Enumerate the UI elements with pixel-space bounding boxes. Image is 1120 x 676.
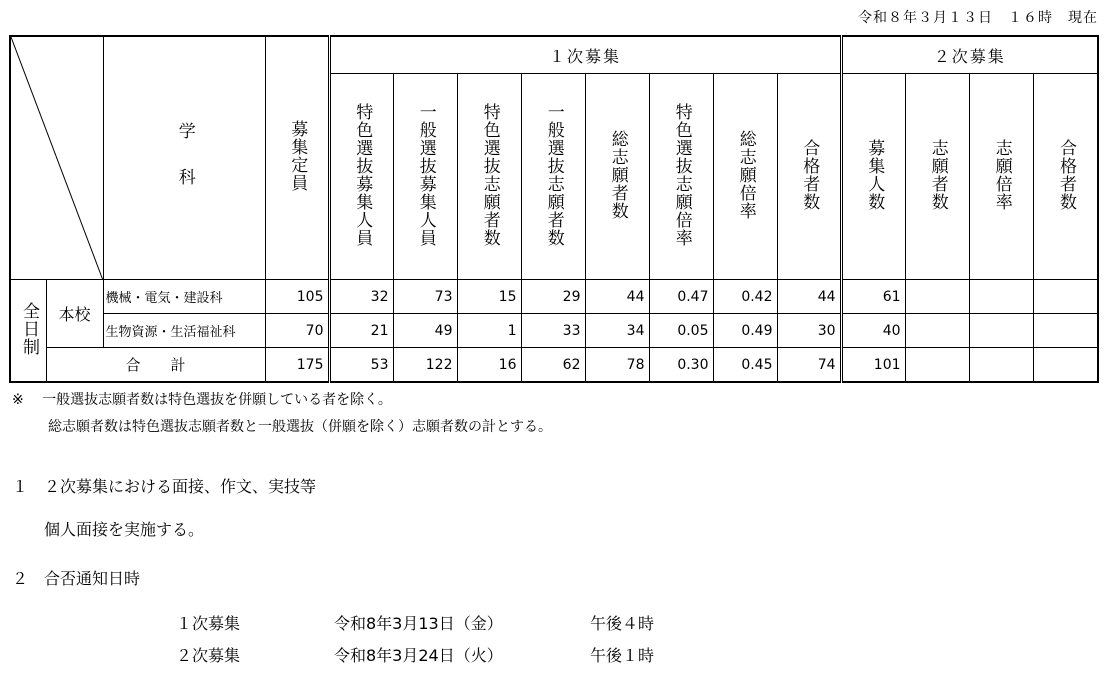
r2-col-header: 合格者数 (1033, 74, 1098, 280)
table-cell (1033, 314, 1098, 348)
table-cell: 78 (585, 348, 649, 383)
r2-col-header: 募集人数 (841, 74, 905, 280)
schedule-date: 令和8年3月24日（火） (334, 646, 503, 665)
table-cell: 73 (393, 280, 457, 314)
recruitment-table (9, 35, 1099, 383)
table-row (10, 280, 1098, 314)
r1-col-header: 合格者数 (777, 74, 841, 280)
r2-col-header: 志願倍率 (969, 74, 1033, 280)
table-cell: 0.49 (713, 314, 777, 348)
capacity-header: 募集定員 (265, 36, 329, 280)
table-cell: 34 (585, 314, 649, 348)
as-of-date: 令和８年３月１３日 １６時 現在 (858, 10, 1098, 26)
table-cell: 44 (777, 280, 841, 314)
campus-cell: 本校 (46, 280, 103, 348)
table-cell: 33 (521, 314, 585, 348)
table-cell: 105 (265, 280, 329, 314)
schedule-date: 令和8年3月13日（金） (334, 614, 503, 633)
table-cell (1033, 280, 1098, 314)
table-cell: 53 (329, 348, 393, 383)
table-cell: 29 (521, 280, 585, 314)
table-row (10, 314, 1098, 348)
r1-col-header: 特色選抜志願者数 (457, 74, 521, 280)
table-cell: 16 (457, 348, 521, 383)
diagonal-header-cell (10, 36, 103, 280)
r1-col-header: 一般選抜志願者数 (521, 74, 585, 280)
total-row (10, 348, 1098, 383)
dept-name: 生物資源・生活福祉科 (103, 314, 265, 348)
r1-col-header: 総志願倍率 (713, 74, 777, 280)
schedule-time: 午後１時 (590, 646, 655, 665)
table-cell: 122 (393, 348, 457, 383)
total-label: 合 計 (46, 348, 265, 383)
schedule-label: １次募集 (176, 614, 241, 633)
table-cell: 15 (457, 280, 521, 314)
r1-col-header: 特色選抜募集人員 (329, 74, 393, 280)
note-line-1 (12, 389, 392, 409)
table-cell: 101 (841, 348, 905, 383)
r1-col-header: 総志願者数 (585, 74, 649, 280)
r1-col-header: 一般選抜募集人員 (393, 74, 457, 280)
table-cell: 74 (777, 348, 841, 383)
table-cell: 1 (457, 314, 521, 348)
table-cell: 0.47 (649, 280, 713, 314)
table-cell: 175 (265, 348, 329, 383)
table-cell (905, 314, 969, 348)
round2-header: ２次募集 (841, 36, 1098, 74)
table-cell (969, 348, 1033, 383)
schedule-label: ２次募集 (176, 646, 241, 665)
table-cell: 0.42 (713, 280, 777, 314)
course-cell: 全日制 (10, 280, 46, 383)
note-mark: ※ (12, 392, 24, 408)
table-cell: 49 (393, 314, 457, 348)
note-text-2: 総志願者数は特色選抜志願者数と一般選抜（併願を除く）志願者数の計とする。 (48, 419, 552, 435)
dept-name: 機械・電気・建設科 (103, 280, 265, 314)
table-cell (905, 280, 969, 314)
table-cell (1033, 348, 1098, 383)
table-cell: 32 (329, 280, 393, 314)
table-cell (969, 280, 1033, 314)
r2-col-header: 志願者数 (905, 74, 969, 280)
table-cell: 44 (585, 280, 649, 314)
table-cell: 0.05 (649, 314, 713, 348)
table-cell: 0.30 (649, 348, 713, 383)
section2-title: ２ 合否通知日時 (12, 569, 141, 588)
dept-header: 学 科 (103, 36, 265, 280)
table-cell (969, 314, 1033, 348)
table-cell: 21 (329, 314, 393, 348)
note-text-1: 一般選抜志願者数は特色選抜を併願している者を除く。 (42, 392, 392, 408)
round1-header: １次募集 (329, 36, 841, 74)
table-cell: 40 (841, 314, 905, 348)
table-cell: 0.45 (713, 348, 777, 383)
table-cell: 62 (521, 348, 585, 383)
table-cell: 70 (265, 314, 329, 348)
section1-body: 個人面接を実施する。 (44, 520, 205, 539)
r1-col-header: 特色選抜志願倍率 (649, 74, 713, 280)
section1-title: １ ２次募集における面接、作文、実技等 (12, 477, 317, 496)
table-cell: 61 (841, 280, 905, 314)
table-cell: 30 (777, 314, 841, 348)
schedule-time: 午後４時 (590, 614, 655, 633)
table-cell (905, 348, 969, 383)
